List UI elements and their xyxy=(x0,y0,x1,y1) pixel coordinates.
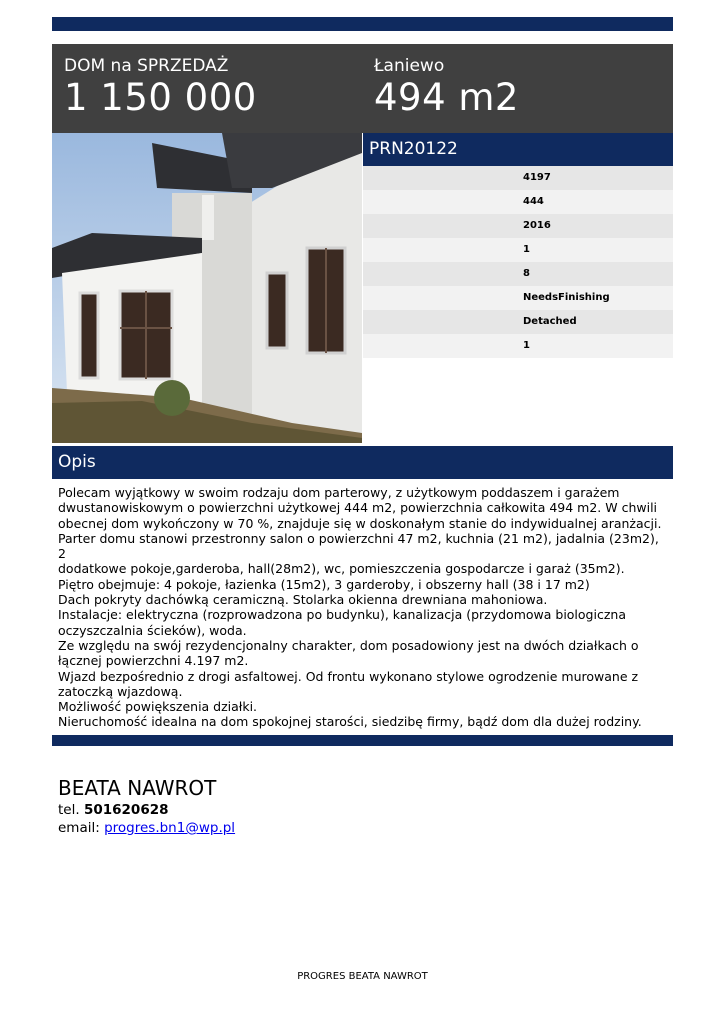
description-line: Parter domu stanowi przestronny salon o powierzchni 47 m2, kuchnia (21 m2), jadalnia (23m2), 2 xyxy=(58,530,659,562)
location-block xyxy=(374,56,519,120)
detail-row: 1 xyxy=(363,334,673,358)
description-line: Polecam wyjątkowy w swoim rodzaju dom parterowy, z użytkowym poddaszem i garażem xyxy=(58,485,620,500)
phone-label: tel. xyxy=(58,802,80,818)
description-line: Piętro obejmuje: 4 pokoje, łazienka (15m2), 3 garderoby, i obszerny hall (38 i 17 m2) xyxy=(58,576,590,592)
property-photo xyxy=(52,133,362,443)
top-accent-bar xyxy=(52,17,673,31)
detail-row: Detached xyxy=(363,310,673,334)
description-line: Wjazd bezpośrednio z drogi asfaltowej. Od frontu wykonano stylowe ogrodzenie murowane z xyxy=(58,668,639,684)
price: 1 150 000 xyxy=(64,76,257,119)
description-text xyxy=(58,485,670,730)
area: 494 m2 xyxy=(374,76,519,119)
detail-row: 444 xyxy=(363,190,673,214)
description-line: łącznej powierzchni 4.197 m2. xyxy=(58,653,249,669)
agent-contact xyxy=(58,776,235,837)
email-link[interactable]: progres.bn1@wp.pl xyxy=(104,820,236,836)
description-line: dodatkowe pokoje,garderoba, hall(28m2), wc, pomieszczenia gospodarcze i garaż (35m2). xyxy=(58,561,625,577)
description-line: oczyszczalnia ścieków), woda. xyxy=(58,622,247,638)
description-line: dwustanowiskowym o powierzchni użytkowej 444 m2, powierzchnia całkowita 494 m2. W chwili xyxy=(58,500,658,516)
description-line: Nieruchomość idealna na dom spokojnej starości, siedzibę firmy, bądź dom dla dużej rodziny. xyxy=(58,714,642,730)
description-line: Dach pokryty dachówką ceramiczną. Stolarka okienna drewniana mahoniowa. xyxy=(58,592,548,608)
listing-id: PRN20122 xyxy=(363,133,673,166)
detail-row: 2016 xyxy=(363,214,673,238)
detail-row: 1 xyxy=(363,238,673,262)
property-details xyxy=(363,133,673,358)
footer-company: PROGRES BEATA NAWROT xyxy=(297,971,428,982)
agent-name: BEATA NAWROT xyxy=(58,776,217,800)
description-line: Ze względu na swój rezydencjonalny charakter, dom posadowiony jest na dwóch działkach o xyxy=(58,637,639,653)
details-table xyxy=(363,166,673,358)
listing-header xyxy=(52,44,673,133)
bottom-accent-bar xyxy=(52,735,673,746)
phone-number: 501620628 xyxy=(83,802,169,818)
description-title: Opis xyxy=(58,452,96,472)
listing-type: DOM na SPRZEDAŻ xyxy=(64,56,229,76)
description-heading xyxy=(52,446,673,479)
detail-row: 4197 xyxy=(363,166,673,190)
detail-row: 8 xyxy=(363,262,673,286)
description-line: Możliwość powiększenia działki. xyxy=(58,699,258,715)
detail-row: NeedsFinishing xyxy=(363,286,673,310)
description-line: Instalacje: elektryczna (rozprowadzona po budynku), kanalizacja (przydomowa biologiczna xyxy=(58,607,626,623)
description-line: obecnej dom wykończony w 70 %, znajduje się w doskonałym stanie do indywidualnej aranżacji. xyxy=(58,515,662,531)
phone-line xyxy=(58,801,235,819)
price-block xyxy=(64,56,257,120)
location: Łaniewo xyxy=(374,56,445,76)
description-line: zatoczką wjazdową. xyxy=(58,683,183,699)
email-label: email: xyxy=(58,820,100,836)
email-line xyxy=(58,819,235,837)
